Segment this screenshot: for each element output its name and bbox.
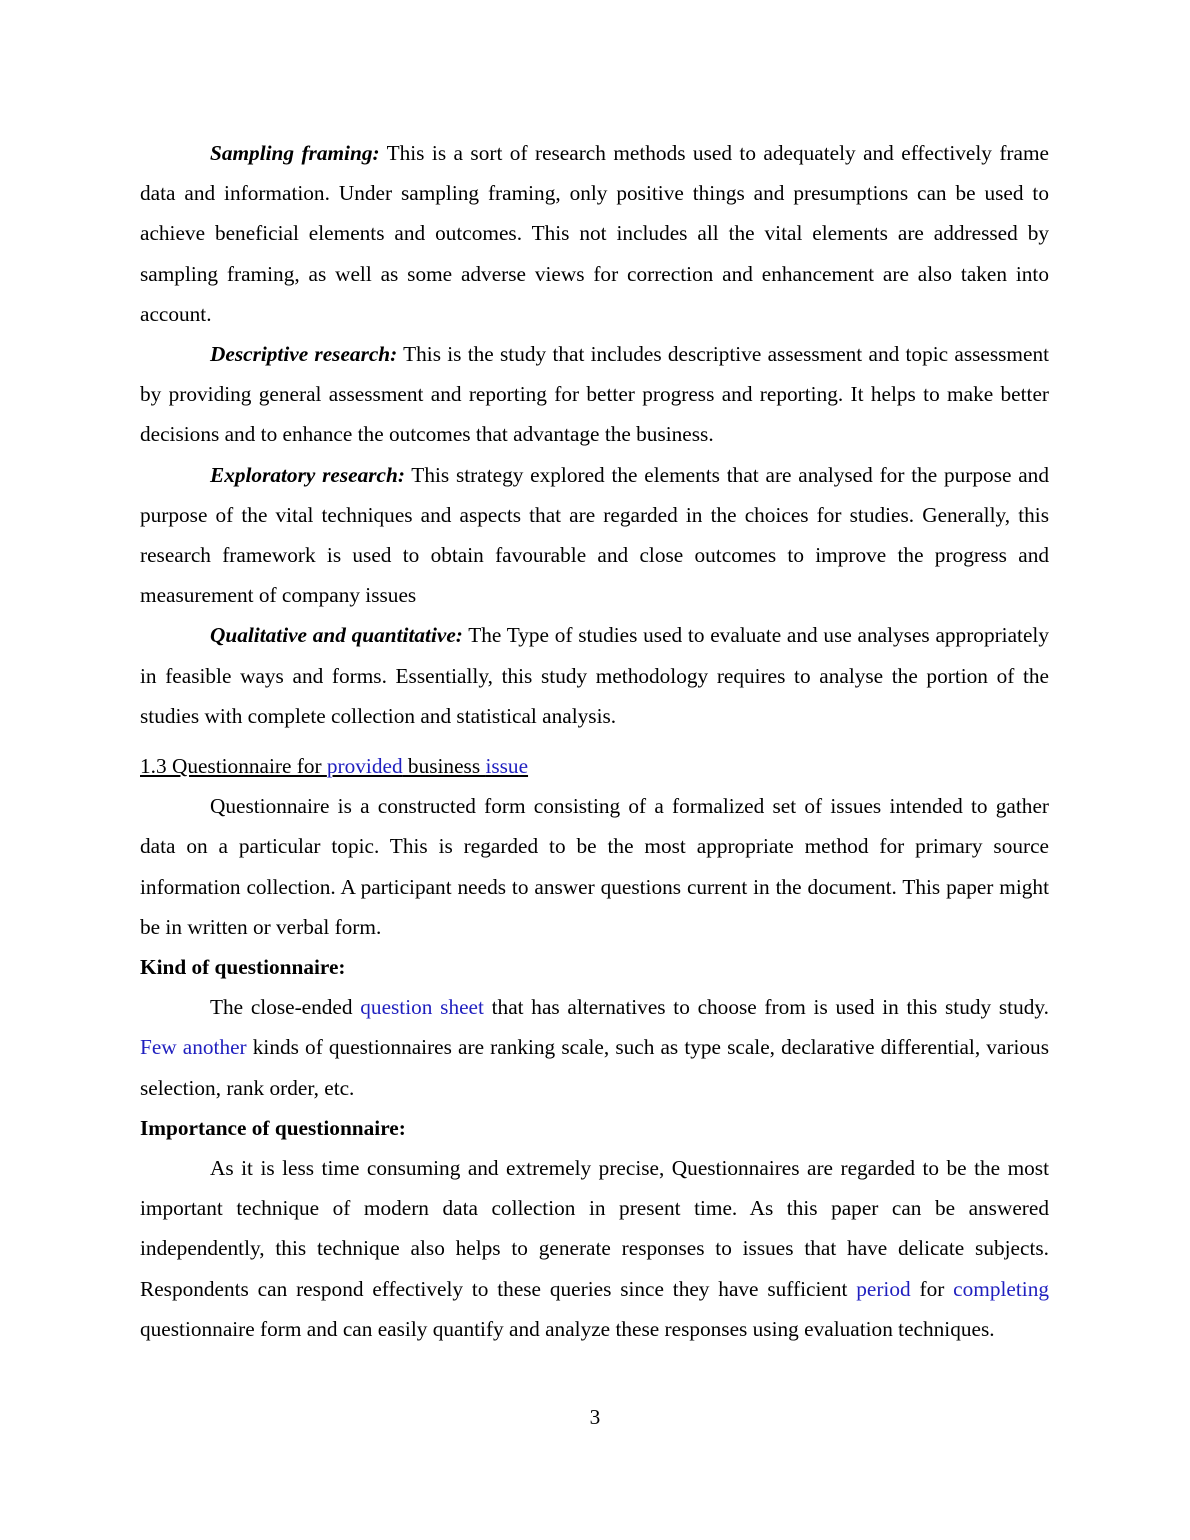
link-issue[interactable]: issue: [485, 754, 529, 779]
paragraph-text: The close-ended: [210, 995, 361, 1020]
term-exploratory-research: Exploratory research:: [210, 462, 405, 487]
paragraph-text: This is the study that includes descriptive assessment and topic assessment by providing general assessment and reporting for better progress and reporting. It helps to make better decisions and to enhance the outcomes that advantage the business.: [140, 342, 1050, 447]
link-completing[interactable]: completing: [953, 1276, 1049, 1301]
paragraph-text: for: [910, 1276, 954, 1301]
paragraph-text: This is a sort of research methods used to adequately and effectively frame data and information. Under sampling framing, only positive things and presumptions can be used to achieve beneficial elements and outcomes. This not includes all the vital elements are addressed by sampling framing, as well as some adverse views for correction and enhancement are also taken into account.: [140, 141, 1049, 326]
section-heading-text: business: [402, 754, 486, 779]
section-heading: [140, 746, 1049, 786]
subheading-importance-of-questionnaire: Importance of questionnaire:: [140, 1115, 406, 1140]
link-question-sheet[interactable]: question sheet: [360, 995, 484, 1020]
paragraph-qualitative-quantitative: [140, 615, 1049, 736]
paragraph-sampling-framing: [140, 133, 1049, 334]
paragraph-exploratory-research: [140, 455, 1049, 616]
paragraph-text: As it is less time consuming and extremely precise, Questionnaires are regarded to be the most important technique of modern data collection in present time. As this paper can be answered independently, this technique also helps to generate responses to issues that have delicate subjects. Respondents can respond effectively to these queries since they have sufficient: [140, 1156, 1049, 1301]
paragraph-text: The Type of studies used to evaluate and use analyses appropriately in feasible ways and forms. Essentially, this study methodology requires to analyse the portion of the studies with complete collection and statistical analysis.: [140, 623, 1049, 728]
term-sampling-framing: Sampling framing:: [210, 141, 380, 165]
section-heading-text: 1.3 Questionnaire for: [140, 754, 327, 779]
subheading-kind-of-questionnaire: Kind of questionnaire:: [140, 955, 346, 980]
paragraph-text: kinds of questionnaires are ranking scale, such as type scale, declarative differential, various selection, rank order, etc.: [140, 1035, 1049, 1100]
paragraph-questionnaire-intro: Questionnaire is a constructed form consisting of a formalized set of issues intended to gather data on a particular topic. This is regarded to be the most appropriate method for primary source information collection. A participant needs to answer questions current in the document. This paper might be in written or verbal form.: [140, 794, 1049, 939]
page-number: 3: [589, 1405, 601, 1429]
paragraph-kind: [140, 987, 1049, 1108]
link-few-another[interactable]: Few another: [140, 1035, 247, 1060]
term-qualitative-quantitative: Qualitative and quantitative:: [210, 623, 463, 648]
term-descriptive-research: Descriptive research:: [210, 342, 398, 367]
link-period[interactable]: period: [856, 1276, 911, 1301]
paragraph-descriptive-research: [140, 334, 1049, 455]
document-page: [140, 133, 1049, 1349]
link-provided[interactable]: provided: [326, 754, 403, 779]
paragraph-text: questionnaire form and can easily quantify and analyze these responses using evaluation techniques.: [140, 1316, 995, 1341]
paragraph-text: that has alternatives to choose from is used in this study study.: [483, 995, 1049, 1020]
paragraph-text: This strategy explored the elements that are analysed for the purpose and purpose of the vital techniques and aspects that are regarded in the choices for studies. Generally, this research framework is used to obtain favourable and close outcomes to improve the progress and measurement of company issues: [140, 462, 1049, 608]
paragraph-importance: [140, 1148, 1049, 1349]
